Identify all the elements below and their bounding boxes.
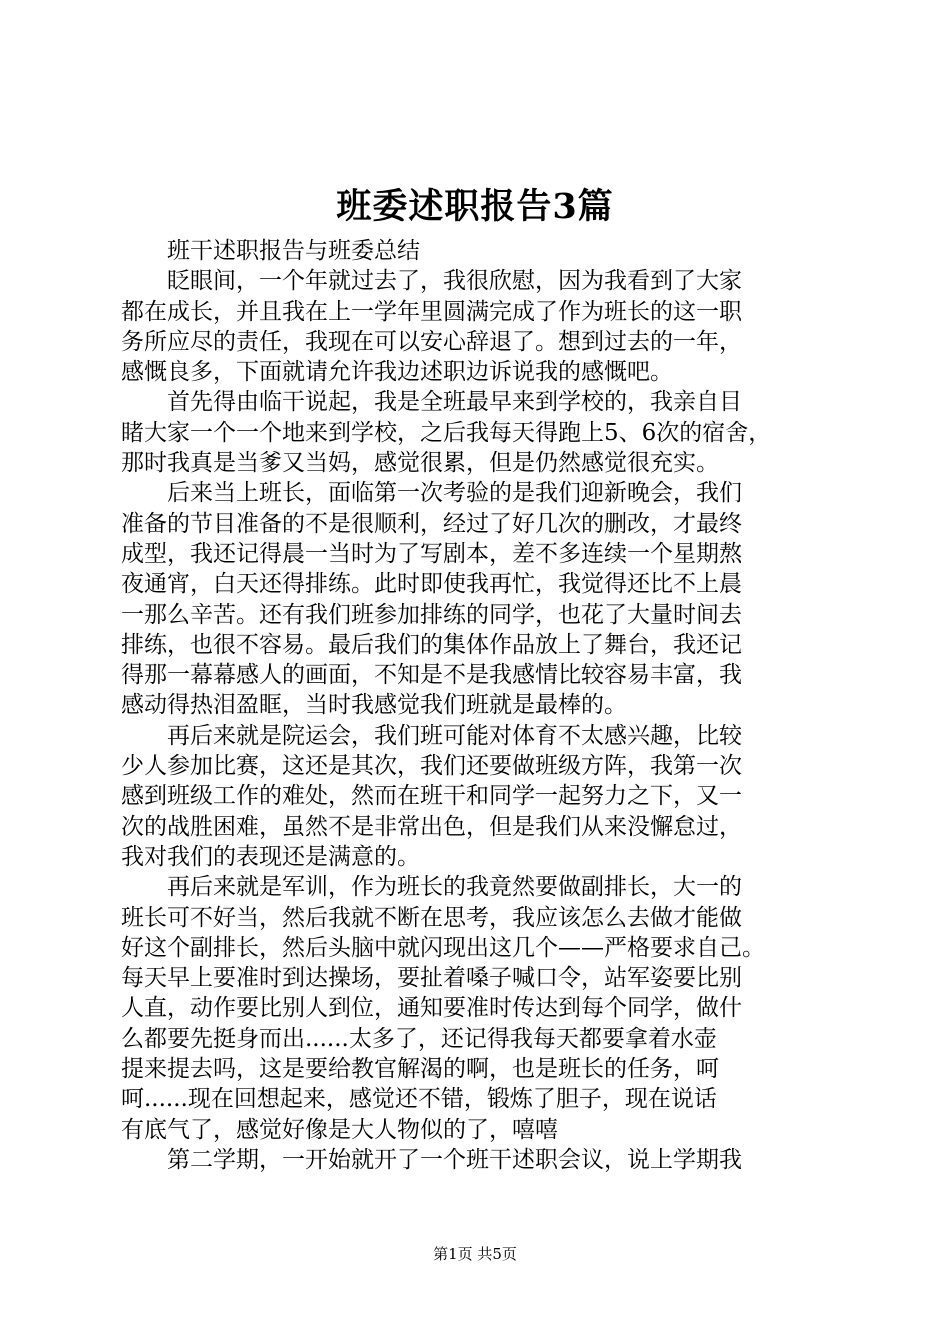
text-line: 每天早上要准时到达操场，要扯着嗓子喊口令，站军姿要比别 xyxy=(121,965,742,992)
text-line: 成型，我还记得晨一当时为了写剧本，差不多连续一个星期熬 xyxy=(121,540,742,567)
text-line: 睹大家一个一个地来到学校，之后我每天得跑上5、6次的宿舍， xyxy=(121,419,772,446)
text-line: 感动得热泪盈眶，当时我感觉我们班就是最棒的。 xyxy=(121,692,627,719)
text-line: 那时我真是当爹又当妈，感觉很累，但是仍然感觉很充实。 xyxy=(121,450,719,477)
text-line: 有底气了，感觉好像是大人物似的了，嘻嘻 xyxy=(121,1116,558,1143)
text-line: 夜通宵，白天还得排练。此时即使我再忙，我觉得还比不上晨 xyxy=(121,571,742,598)
text-line: 我对我们的表现还是满意的。 xyxy=(121,843,420,870)
text-line: 人直，动作要比别人到位，通知要准时传达到每个同学，做什 xyxy=(121,995,742,1022)
text-line: 后来当上班长，面临第一次考验的是我们迎新晚会，我们 xyxy=(121,480,742,507)
text-line: 感到班级工作的难处，然而在班干和同学一起努力之下，又一 xyxy=(121,783,742,810)
text-line: 次的战胜困难，虽然不是非常出色，但是我们从来没懈怠过， xyxy=(121,813,742,840)
text-line: 第二学期，一开始就开了一个班干述职会议，说上学期我 xyxy=(121,1146,742,1173)
text-line: 得那一幕幕感人的画面，不知是不是我感情比较容易丰富，我 xyxy=(121,662,742,689)
text-line: 准备的节目准备的不是很顺利，经过了好几次的删改，才最终 xyxy=(121,510,742,537)
text-line: 务所应尽的责任，我现在可以安心辞退了。想到过去的一年， xyxy=(121,328,742,355)
text-line: 好这个副排长，然后头脑中就闪现出这几个——严格要求自己。 xyxy=(121,934,765,961)
text-line: 再后来就是院运会，我们班可能对体育不太感兴趣，比较 xyxy=(121,722,742,749)
text-line: 提来提去吗，这是要给教官解渴的啊，也是班长的任务，呵 xyxy=(121,1056,719,1083)
text-line: 首先得由临干说起，我是全班最早来到学校的，我亲自目 xyxy=(121,389,742,416)
text-line: 少人参加比赛，这还是其次，我们还要做班级方阵，我第一次 xyxy=(121,753,742,780)
text-line: 再后来就是军训，作为班长的我竟然要做副排长，大一的 xyxy=(121,874,742,901)
text-line: 都在成长，并且我在上一学年里圆满完成了作为班长的这一职 xyxy=(121,298,742,325)
document-title: 班委述职报告3篇 xyxy=(336,186,614,227)
text-line: 眨眼间，一个年就过去了，我很欣慰，因为我看到了大家 xyxy=(121,268,742,295)
text-line: 么都要先挺身而出......太多了，还记得我每天都要拿着水壶 xyxy=(121,1025,717,1052)
text-line: 排练，也很不容易。最后我们的集体作品放上了舞台，我还记 xyxy=(121,631,742,658)
page-footer: 第1页 共5页 xyxy=(433,1245,517,1263)
text-line: 班长可不好当，然后我就不断在思考，我应该怎么去做才能做 xyxy=(121,904,742,931)
document-body xyxy=(121,236,836,1175)
text-line: 一那么辛苦。还有我们班参加排练的同学，也花了大量时间去 xyxy=(121,601,742,628)
text-line: 感慨良多，下面就请允许我边述职边诉说我的感慨吧。 xyxy=(121,359,673,386)
text-line: 班干述职报告与班委总结 xyxy=(121,238,420,264)
text-line: 呵......现在回想起来，感觉还不错，锻炼了胆子，现在说话 xyxy=(121,1086,717,1113)
